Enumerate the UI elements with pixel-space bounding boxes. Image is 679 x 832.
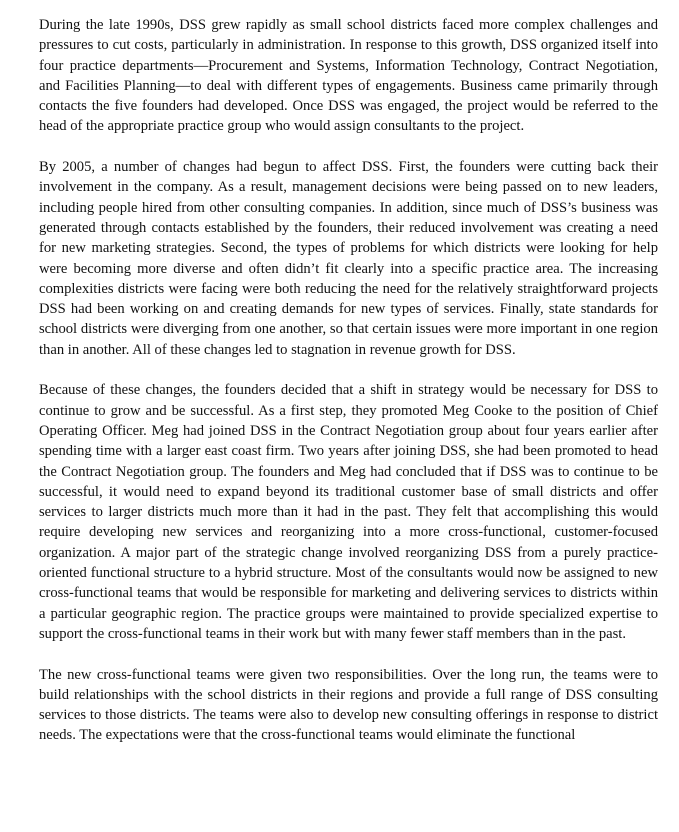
paragraph-cross-functional-teams: The new cross-functional teams were given two responsibilities. Over the long run, the teams were to build relationships with the school districts in their regions and provide a full range of DSS consulting services to those districts. The teams were also to develop new consulting offerings in response to district needs. The expectations were that the cross-functional teams would eliminate the functional xyxy=(39,666,658,744)
paragraph-dss-growth-1990s: During the late 1990s, DSS grew rapidly as small school districts faced more complex challenges and pressures to cut costs, particularly in administration. In response to this growth, DSS organized itself into four practice departments—Procurement and Systems, Information Technology, Contract Negotiation, and Facilities Planning—to deal with different types of engagements. Business came primarily through contacts the five founders had developed. Once DSS was engaged, the project would be referred to the head of the appropriate practice group who would assign consultants to the project. xyxy=(39,17,658,135)
paragraph-changes-by-2005: By 2005, a number of changes had begun to affect DSS. First, the founders were cutting back their involvement in the company. As a result, management decisions were being passed on to new leaders, including people hired from other consulting companies. In addition, since much of DSS’s business was generated through contacts established by the founders, their reduced involvement was creating a need for new marketing strategies. Second, the types of problems for which districts were looking for help were becoming more diverse and often didn’t fit clearly into a specific practice area. The increasing complexities districts were facing were both reducing the need for the relatively straightforward projects DSS had been working on and creating demands for new types of services. Finally, state standards for school districts were diverging from one another, so that certain issues were more important in one region than in another. All of these changes led to stagnation in revenue growth for DSS. xyxy=(39,159,658,358)
paragraph-strategy-shift: Because of these changes, the founders decided that a shift in strategy would be necessary for DSS to continue to grow and be successful. As a first step, they promoted Meg Cooke to the position of Chief Operating Officer. Meg had joined DSS in the Contract Negotiation group about four years earlier after spending time with a larger east coast firm. Two years after joining DSS, she had been promoted to head the Contract Negotiation group. The founders and Meg had concluded that if DSS was to continue to be successful, it would need to expand beyond its traditional customer base of small districts and offer services to larger districts much more than it had in the past. They felt that accomplishing this would require developing new services and reorganizing into a more cross-functional, customer-focused organization. A major part of the strategic change involved reorganizing DSS from a purely practice-oriented functional structure to a hybrid structure. Most of the consultants would now be assigned to new cross-functional teams that would be responsible for marketing and delivering services to districts within a particular geographic region. The practice groups were maintained to provide specialized expertise to support the cross-functional teams in their work but with many fewer staff members than in the past. xyxy=(39,382,658,642)
document-page xyxy=(39,15,658,766)
